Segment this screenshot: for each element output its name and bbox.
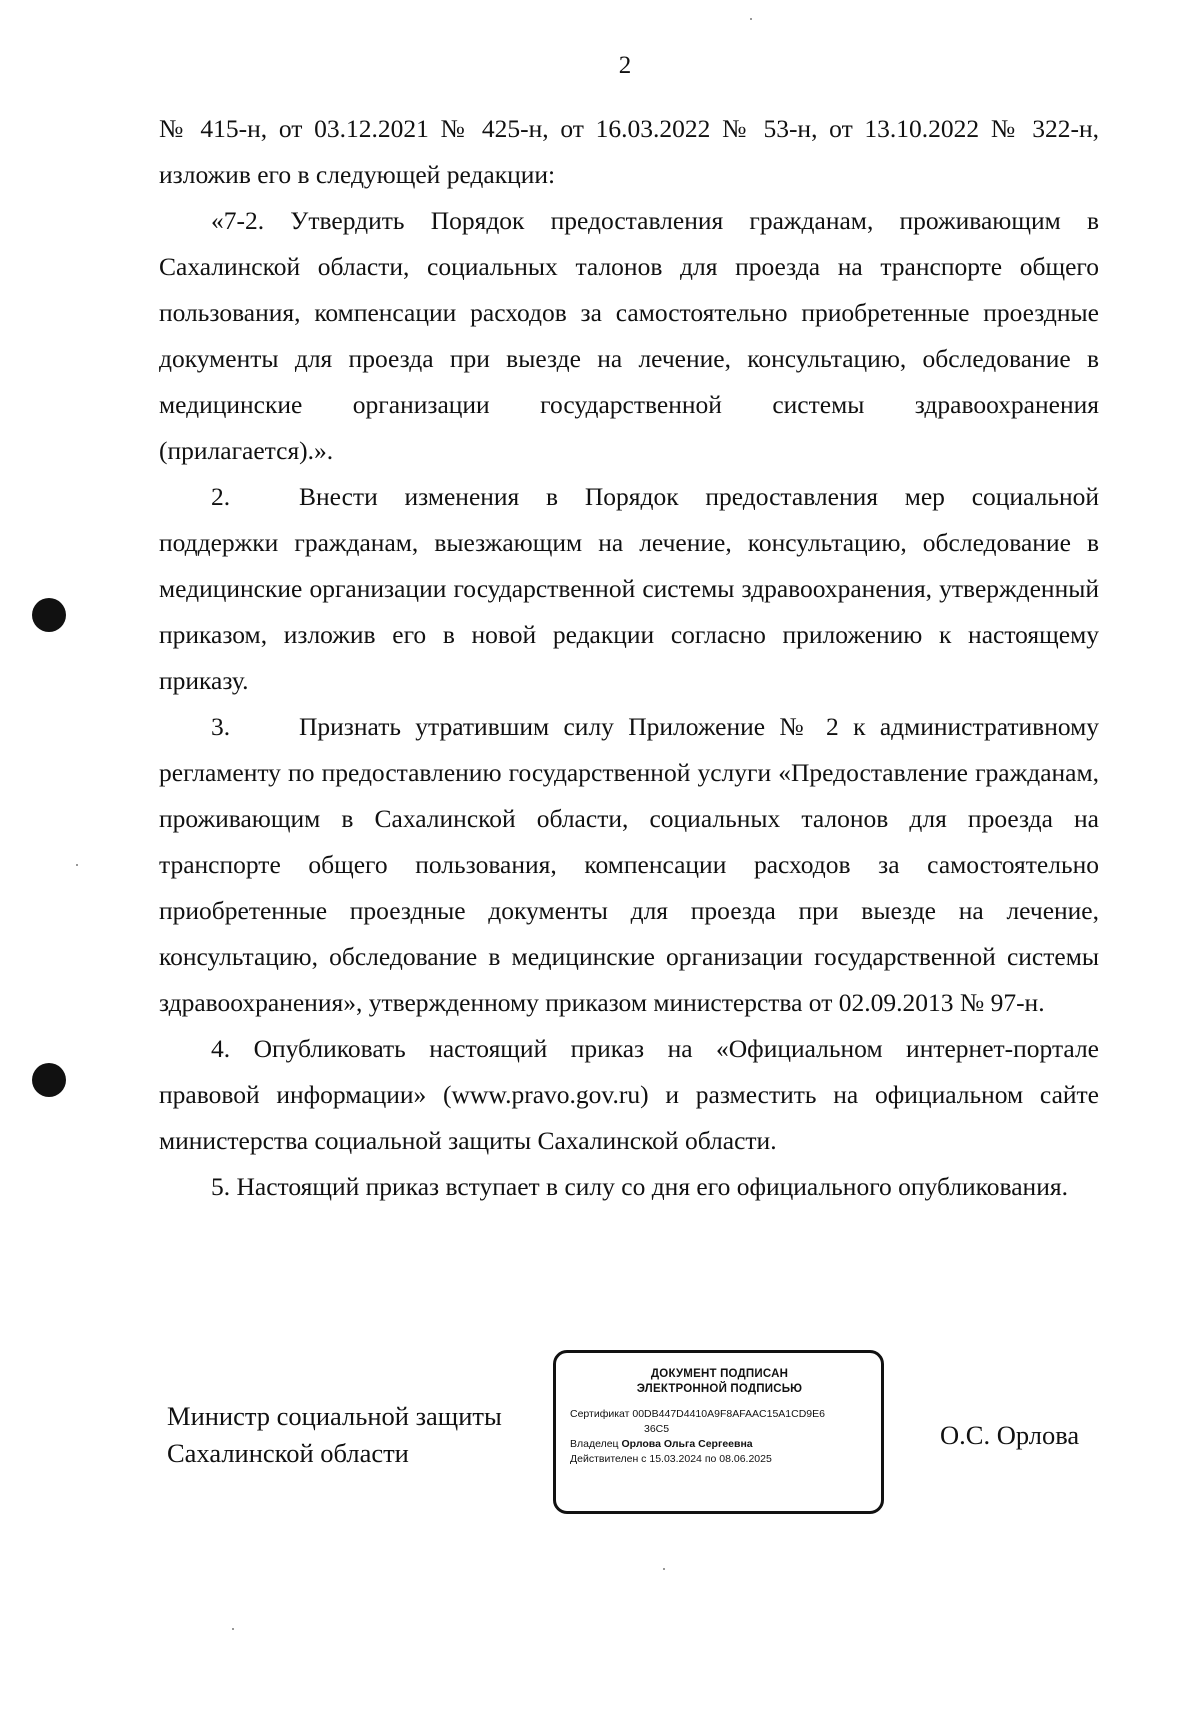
paragraph-item-5: 5. Настоящий приказ вступает в силу со дня его официального опубликования. xyxy=(211,1172,1068,1201)
item-text: Признать утратившим силу Приложение № 2 к административному регламенту по предоставлению государственной услуги «Предоставление гражданам, проживающим в Сахалинской области, социальных талонов для проезда на транспорте общего пользования, компенсации расходов за самостоятельно приобретенные проездные документы для проезда при выезде на лечение, консультацию, обследование в медицинские организации государственной системы здравоохранения», утвержденному приказом министерства от 02.09.2013 № 97-н. xyxy=(159,712,1099,1017)
stamp-certificate xyxy=(570,1407,869,1422)
stamp-validity: Действителен с 15.03.2024 по 08.06.2025 xyxy=(570,1453,772,1465)
stamp-certificate-cont: 36C5 xyxy=(644,1423,670,1435)
stamp-owner-value: Орлова Ольга Сергеевна xyxy=(621,1438,753,1450)
stamp-title-line2: ЭЛЕКТРОННОЙ ПОДПИСЬЮ xyxy=(636,1383,803,1395)
item-text: Внести изменения в Порядок предоставления мер социальной поддержки гражданам, выезжающим на лечение, консультацию, обследование в медицинские организации государственной системы здравоохранения, утвержденный приказом, изложив его в новой редакции согласно приложению к настоящему приказу. xyxy=(159,482,1099,695)
signatory-position-line2: Сахалинской области xyxy=(167,1438,409,1468)
scan-speck xyxy=(76,864,78,866)
paragraph-item-2 xyxy=(159,474,1099,704)
stamp-certificate-value: 00DB447D4410A9F8AFAAC15A1CD9E6 xyxy=(632,1408,825,1420)
punch-hole-mark xyxy=(32,1063,66,1097)
punch-hole-mark xyxy=(32,598,66,632)
stamp-title-line1: ДОКУМЕНТ ПОДПИСАН xyxy=(650,1368,789,1380)
scan-speck xyxy=(750,18,752,20)
signatory-position-line1: Министр социальной защиты xyxy=(167,1401,502,1431)
stamp-certificate-label: Сертификат xyxy=(570,1408,630,1420)
stamp-owner xyxy=(570,1437,869,1452)
electronic-signature-stamp xyxy=(553,1350,884,1514)
scan-speck xyxy=(232,1628,234,1630)
document-body xyxy=(159,106,1099,1210)
page-number: 2 xyxy=(618,52,632,79)
signer-name: О.С. Орлова xyxy=(940,1420,1080,1450)
paragraph-item-3 xyxy=(159,704,1099,1026)
paragraph-continuation: № 415-н, от 03.12.2021 № 425-н, от 16.03.2022 № 53-н, от 13.10.2022 № 322-н, изложив его в следующей редакции: xyxy=(159,114,1099,189)
stamp-owner-label: Владелец xyxy=(570,1438,619,1450)
item-number: 2. xyxy=(211,482,231,511)
item-number: 3. xyxy=(211,712,231,741)
signatory-position xyxy=(167,1398,502,1472)
scan-speck xyxy=(663,1568,665,1570)
paragraph-item-4: 4. Опубликовать настоящий приказ на «Официальном интернет-портале правовой информации» (www.pravo.gov.ru) и разместить на официальном сайте министерства социальной защиты Сахалинской области. xyxy=(159,1034,1099,1155)
paragraph-quoted-clause: «7-2. Утвердить Порядок предоставления гражданам, проживающим в Сахалинской области, социальных талонов для проезда на транспорте общего пользования, компенсации расходов за самостоятельно приобретенные проездные документы для проезда при выезде на лечение, консультацию, обследование в медицинские организации государственной системы здравоохранения (прилагается).». xyxy=(159,206,1099,465)
